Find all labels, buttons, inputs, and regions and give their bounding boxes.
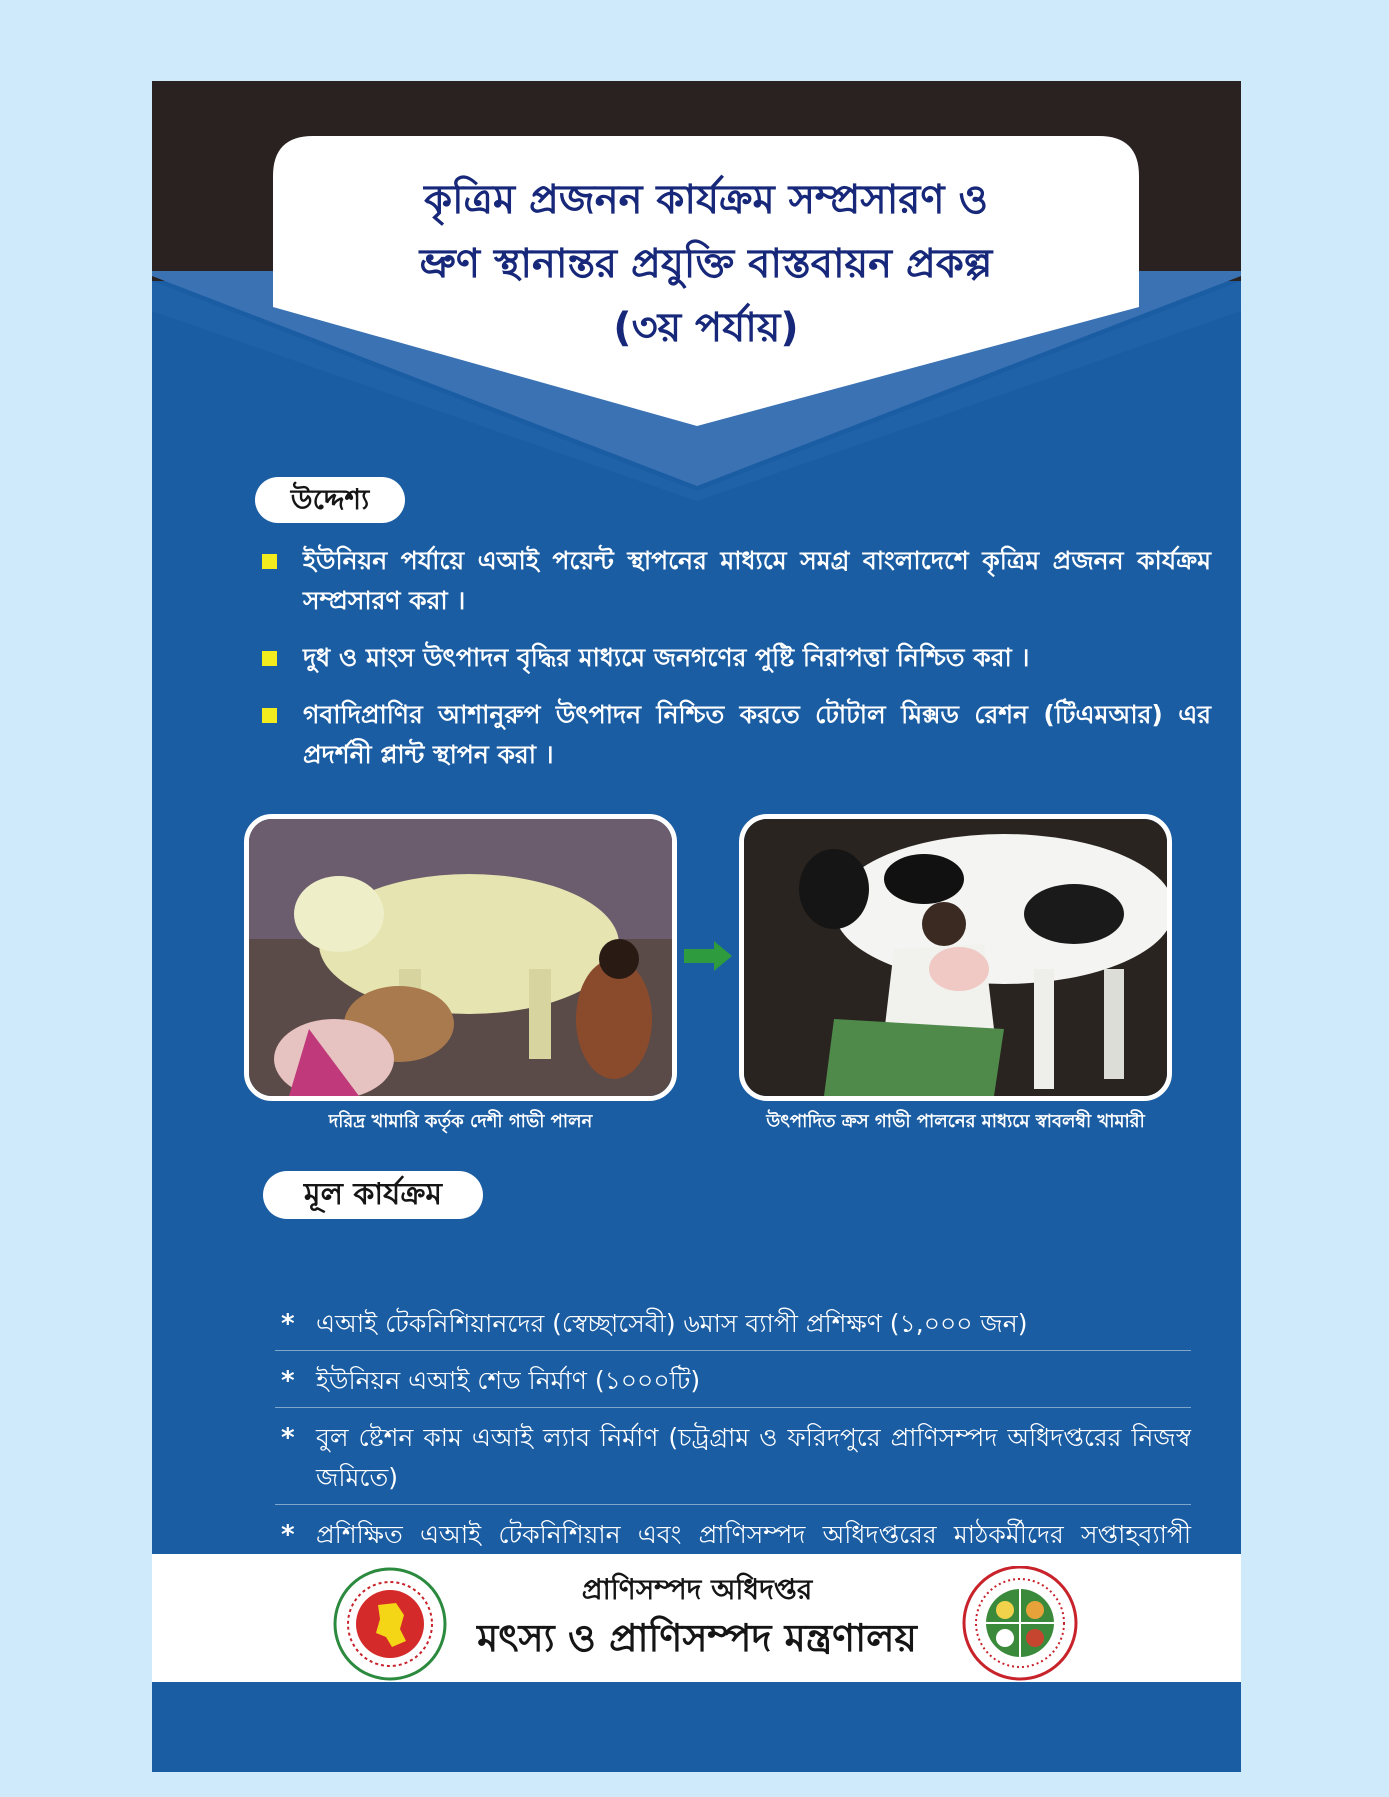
list-item xyxy=(256,695,1211,775)
title-line-2: ভ্রুণ স্থানান্তর প্রযুক্তি বাস্তবায়ন প্রকল্প xyxy=(419,241,993,287)
cross-cow-image xyxy=(744,819,1167,1096)
title-banner xyxy=(273,136,1139,386)
poster xyxy=(152,81,1241,1772)
objectives-heading: উদ্দেশ্য xyxy=(255,477,405,523)
ministry-name: মৎস্য ও প্রাণিসম্পদ মন্ত্রণালয় xyxy=(477,1616,917,1660)
photo-left-caption: দরিদ্র খামারি কর্তৃক দেশী গাভী পালন xyxy=(328,1111,593,1132)
star-marker: * xyxy=(281,1366,295,1396)
star-marker: * xyxy=(281,1423,295,1453)
objective-text: দুধ ও মাংস উৎপাদন বৃদ্ধির মাধ্যমে জনগণের পুষ্টি নিরাপত্তা নিশ্চিত করা । xyxy=(303,643,1030,672)
local-cow-image xyxy=(249,819,672,1096)
bullet-square-icon xyxy=(262,651,277,666)
objective-text: ইউনিয়ন পর্যায়ে এআই পয়েন্ট স্থাপনের মাধ্যমে সমগ্র বাংলাদেশে কৃত্রিম প্রজনন কার্যক্রম সম্প্রসারণ করা । xyxy=(303,546,1211,615)
star-marker: * xyxy=(281,1520,295,1550)
footer xyxy=(152,1554,1241,1682)
list-item xyxy=(275,1361,1191,1408)
bullet-square-icon xyxy=(262,708,277,723)
activity-text: এআই টেকনিশিয়ানদের (স্বেচ্ছাসেবী) ৬মাস ব্যাপী প্রশিক্ষণ (১,০০০ জন) xyxy=(316,1309,1028,1338)
page-title xyxy=(313,168,1099,360)
star-marker: * xyxy=(281,1309,295,1339)
list-item xyxy=(275,1304,1191,1351)
list-item xyxy=(275,1418,1191,1505)
livestock-dept-seal-icon xyxy=(958,1566,1083,1681)
objectives-list xyxy=(256,541,1211,792)
activity-text: ইউনিয়ন এআই শেড নির্মাণ (১০০০টি) xyxy=(316,1366,701,1395)
objective-text: গবাদিপ্রাণির আশানুরুপ উৎপাদন নিশ্চিত করতে টোটাল মিক্সড রেশন (টিএমআর) এর প্রদর্শনী প্লান্ট স্থাপন করা । xyxy=(303,700,1211,769)
list-item xyxy=(256,638,1211,678)
title-line-1: কৃত্রিম প্রজনন কার্যক্রম সম্প্রসারণ ও xyxy=(424,177,988,223)
green-arrow-icon xyxy=(684,941,734,971)
bullet-square-icon xyxy=(262,554,277,569)
activity-text: বুল ষ্টেশন কাম এআই ল্যাব নির্মাণ (চট্রগ্রাম ও ফরিদপুরে প্রাণিসম্পদ অধিদপ্তরের নিজস্ব জমিতে) xyxy=(316,1423,1191,1492)
photo-cross-cow xyxy=(739,814,1172,1101)
activity-text: প্রশিক্ষিত এআই টেকনিশিয়ান এবং প্রাণিসম্পদ অধিদপ্তরের মাঠকর্মীদের সপ্তাহব্যাপী xyxy=(316,1520,1191,1549)
department-name: প্রাণিসম্পদ অধিদপ্তর xyxy=(581,1573,813,1606)
photo-local-cow xyxy=(244,814,677,1101)
title-line-3: (৩য় পর্যায়) xyxy=(613,305,799,351)
photo-right-caption: উৎপাদিত ক্রস গাভী পালনের মাধ্যমে স্বাবলম্বী খামারী xyxy=(766,1111,1145,1132)
list-item xyxy=(256,541,1211,621)
bottom-band xyxy=(152,1682,1241,1772)
activities-heading: মূল কার্যক্রম xyxy=(263,1171,483,1219)
